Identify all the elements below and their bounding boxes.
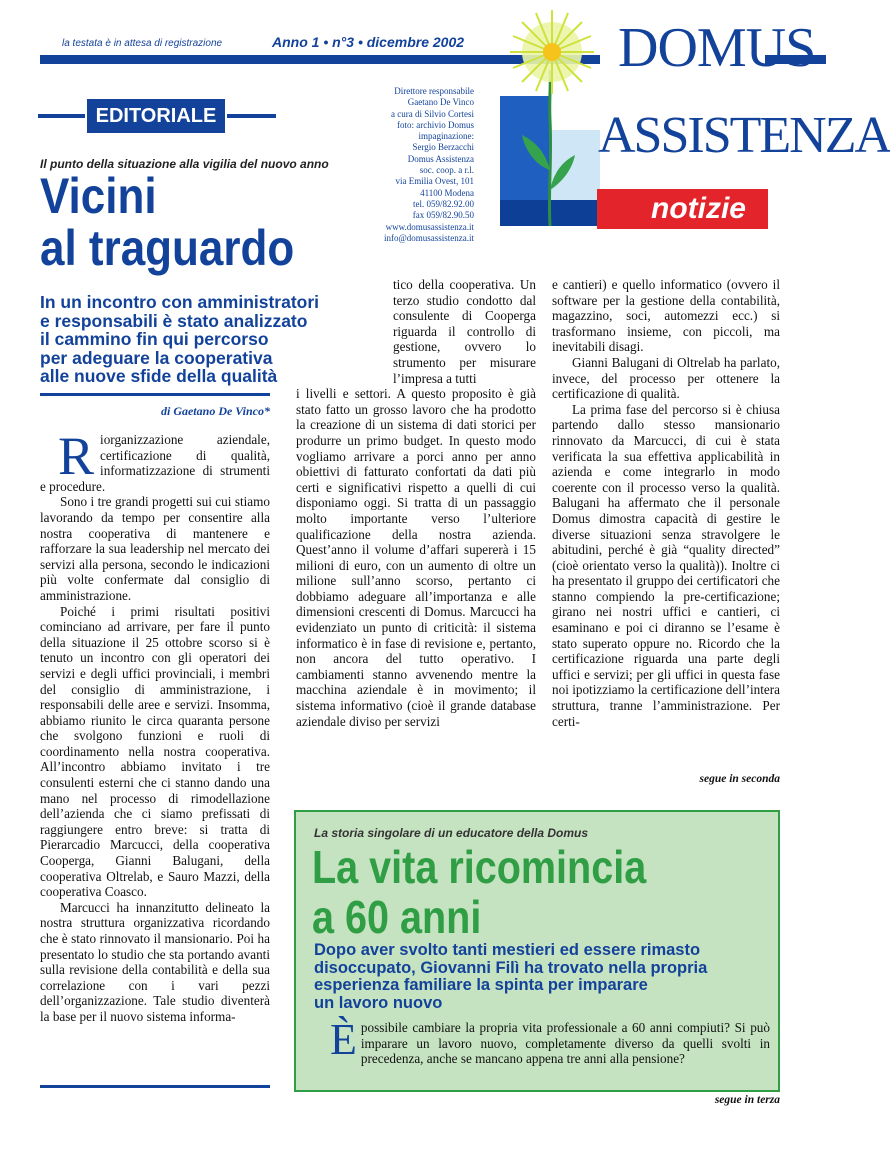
deck-divider <box>40 393 270 396</box>
email-link[interactable]: info@domusassistenza.it <box>383 232 474 243</box>
registration-note: la testata è in attesa di registrazione <box>62 38 223 49</box>
feature-title-line: La vita ricomincia <box>312 841 647 893</box>
logo-notizie: notizie <box>597 189 768 229</box>
paragraph-text: iorganizzazione aziendale, certificazione di qualità, informatizzazione di strumenti e procedure. <box>40 432 270 494</box>
drop-cap: R <box>58 426 95 486</box>
masthead-credits <box>362 86 474 244</box>
byline: di Gaetano De Vinco* <box>160 404 270 418</box>
feature-deck <box>314 942 774 1012</box>
editorial-kicker: Il punto della situazione alla vigilia del nuovo anno <box>40 157 329 171</box>
paragraph <box>40 426 270 494</box>
headline-line: Vicini <box>40 168 157 224</box>
credit-line: soc. coop. a r.l. <box>419 165 474 176</box>
deck-line: e responsabili è stato analizzato <box>40 310 308 331</box>
feature-title <box>312 842 646 942</box>
feature-deck-line: esperienza familiare la spinta per imparare <box>314 976 648 994</box>
credit-line: Sergio Berzacchi <box>412 142 474 153</box>
credit-line: tel. 059/82.92.00 <box>413 198 474 209</box>
section-label: EDITORIALE <box>85 97 227 135</box>
website-link[interactable]: www.domusassistenza.it <box>385 221 474 232</box>
issue-info: Anno 1 • n°3 • dicembre 2002 <box>272 34 465 50</box>
flower-logo-art <box>500 0 600 228</box>
feature-deck-line: disoccupato, Giovanni Filì ha trovato nella propria <box>314 958 708 977</box>
editorial-headline <box>40 170 294 274</box>
paragraph: tico della cooperativa. Un terzo studio condotto dal consulente di Cooperga riguarda il controllo di gestione, ovvero lo strumento per misurare l’impresa a tutti <box>393 277 536 386</box>
article-column-1 <box>40 426 270 1025</box>
credit-line: impaginazione: <box>418 131 474 142</box>
paragraph: Gianni Balugani di Oltrelab ha parlato, invece, del processo per ottenere la certificazione di qualità. <box>552 354 780 402</box>
article-column-2 <box>296 277 536 729</box>
paragraph: La prima fase del percorso si è chiusa partendo dallo stesso mansionario rinnovato da Marcucci, di cui è stata verificata la sua effettiva applicabilità in azienda e come integrarlo in modo coerente con il processo verso la qualità. Balugani ha affermato che il personale Domus dimostra capacità di gestire le diverse situazioni senza stravolgere le abitudini, perché è già “quality directed” (cioè orientato verso la qualità)). Inoltre ci ha presentato il gruppo dei certificatori che stanno compiendo la pre-certificazione; girano nei nostri uffici e cantieri, ci esaminano e poi ci diranno se l’esame è stato superato oppure no. Ricordo che la certificazione riguarda una parte degli uffici e servizi; per gli uffici in questa fase noi ipotizziamo la certificazione dell’intera struttura, tranne l’amministrazione. Per certi- <box>552 401 780 729</box>
feature-body-text: possibile cambiare la propria vita professionale a 60 anni compiuti? Si può imparare un lavoro nuovo, completamente diverso da quelli svolti in precedenza, anche se mancano appena tre anni alla pensione? <box>360 1020 770 1067</box>
feature-continued-note: segue in terza <box>714 1094 780 1106</box>
credit-line: a cura di Silvio Cortesi <box>391 108 474 119</box>
feature-deck-line: Dopo aver svolto tanti mestieri ed essere rimasto <box>314 941 701 959</box>
feature-deck-line: un lavoro nuovo <box>314 993 443 1012</box>
credit-line: Gaetano De Vinco <box>407 97 474 108</box>
drop-cap: È <box>330 1015 357 1064</box>
credit-line: via Emilia Ovest, 101 <box>395 176 474 187</box>
feature-kicker: La storia singolare di un educatore della Domus <box>314 826 589 840</box>
column-end-rule <box>40 1085 270 1088</box>
feature-box <box>294 810 780 1092</box>
logo-domus: DOMUS <box>618 17 816 79</box>
paragraph: e cantieri) e quello informatico (ovvero il software per la gestione della contabilità, magazzino, soci, automezzi ecc.) si trasformano insieme, con piccoli, ma inevitabili disagi. <box>552 277 780 355</box>
paragraph: Marcucci ha innanzitutto delineato la nostra struttura organizzativa ricordando che è stato rinnovato il mansionario. Poi ha presentato lo studio che sta portando avanti sulla revisione della contabilità e della sua correlazione con i vari pezzi dell’organizzazione. Tale studio diventerà la base per il nuovo sistema informa- <box>40 899 270 1024</box>
feature-title-line: a 60 anni <box>312 891 482 943</box>
deck-line: In un incontro con amministratori <box>40 292 320 312</box>
deck-line: per adeguare la cooperativa <box>40 347 273 368</box>
credit-line: Direttore responsabile <box>394 86 474 96</box>
credit-line: 41100 Modena <box>420 187 474 198</box>
feature-body <box>314 1015 770 1067</box>
deck-line: alle nuove sfide della qualità <box>40 366 278 386</box>
deck-line: il cammino fin qui percorso <box>40 329 269 349</box>
paragraph: Poiché i primi risultati positivi cominciano ad arrivare, per fare il punto della situazione il 25 ottobre scorso si è tenuto un incontro con gli operatori dei servizi e degli uffici provinciali, i membri del consiglio di amministrazione, i responsabili delle aree e servizi. Insomma, abbiamo riunito le circa quaranta persone che svolgono funzioni e ruoli di coordinamento nella nostra cooperativa. All’incontro abbiamo invitato i tre consulenti esterni che ci stanno dando una mano nel processo di rimodellazione dell’azienda che ci siamo prefissati di raggiungere entro breve: si tratta di Pierarcadio Marcucci, della cooperativa Cooperga, Gianni Balugani, della cooperativa Oltrelab, e Sauro Mazzi, della cooperativa Coasco. <box>40 603 270 900</box>
section-label-bar <box>38 97 276 137</box>
credit-line: Domus Assistenza <box>407 153 474 164</box>
logo-assistenza: ASSISTENZA <box>598 107 890 164</box>
paragraph: i livelli e settori. A questo proposito è già stato fatto un grosso lavoro che ha prodotto la creazione di un sistema di dati storici per produrre un primo budget. In questo modo vogliamo arrivare a porci anno per anno obiettivi di fatturato confortati da dati più certi e significativi rispetto a quelli di cui disponiamo oggi. Si tratta di un passaggio molto importante verso l’ulteriore qualificazione della nostra azienda. Quest’anno il volume d’affari supererà i 15 milioni di euro, con un aumento di oltre un milione sull’anno scorso, pertanto ci dobbiamo adeguare all’importanza e alle dimensioni crescenti di Domus. Marcucci ha evidenziato un punto di criticità: il sistema informatico è in fase di revisione e, pertanto, non ancora del tutto operativo. I cambiamenti stanno avvenendo mentre la macchina aziendale è in movimento; il sistema informativo (cioè il grande database aziendale diviso per servizi <box>296 386 536 729</box>
article-column-3 <box>552 277 780 729</box>
credit-line: fax 059/82.90.50 <box>412 210 474 221</box>
paragraph: Sono i tre grandi progetti sui cui stiamo lavorando da tempo per consentire alla nostra cooperativa di mantenere e rafforzare la sua leadership nel mercato dei servizi alla persona, secondo le indicazioni più volte confermate dal consiglio di amministrazione. <box>40 494 270 603</box>
credit-line: foto: archivio Domus <box>397 119 474 130</box>
continued-note: segue in seconda <box>699 773 780 785</box>
headline-line: al traguardo <box>40 220 295 276</box>
